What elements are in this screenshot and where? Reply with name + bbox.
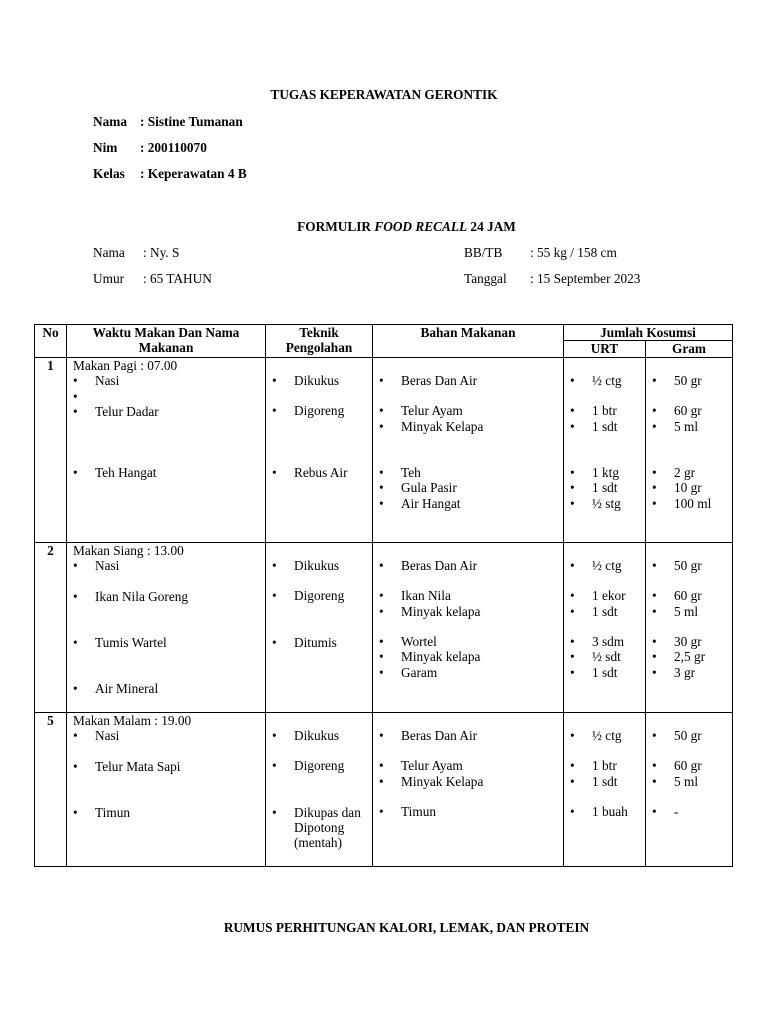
list-item: • 1 sdt <box>570 480 639 495</box>
patient-age-row <box>93 271 212 287</box>
spacer <box>73 389 259 404</box>
spacer <box>652 388 726 403</box>
spacer <box>652 573 726 588</box>
list-item: • 5 ml <box>652 419 726 434</box>
spacer <box>652 619 726 634</box>
list-item: • Beras Dan Air <box>379 373 557 388</box>
spacer <box>570 358 639 373</box>
meal-cell <box>67 712 266 866</box>
list-item: • 2 gr <box>652 465 726 480</box>
spacer <box>272 543 366 558</box>
spacer <box>272 743 366 758</box>
list-item: • 1 ekor <box>570 588 639 603</box>
field-label: Nim <box>93 140 118 155</box>
list-item: • 5 ml <box>652 774 726 789</box>
list-item: • Air Mineral <box>73 681 259 696</box>
field-value: : 200110070 <box>140 140 207 155</box>
list-item: • Rebus Air <box>272 465 366 480</box>
list-item: • 60 gr <box>652 758 726 773</box>
list-item: • Teh Hangat <box>73 465 259 480</box>
spacer <box>652 789 726 804</box>
spacer <box>652 434 726 465</box>
list-item: • Telur Dadar <box>73 404 259 419</box>
list-item: • Wortel <box>379 634 557 649</box>
list-item: • Nasi <box>73 373 259 388</box>
spacer <box>73 604 259 635</box>
patient-label: Umur <box>93 271 125 286</box>
list-item: • 50 gr <box>652 728 726 743</box>
list-item: • Teh <box>379 465 557 480</box>
list-item: • Telur Ayam <box>379 403 557 418</box>
row-number: 2 <box>35 542 67 712</box>
list-item: • Garam <box>379 665 557 680</box>
spacer <box>570 543 639 558</box>
gram-cell <box>646 357 733 542</box>
spacer <box>570 743 639 758</box>
list-item: • Dikukus <box>272 373 366 388</box>
list-item: • Minyak kelapa <box>379 649 557 664</box>
patient-label: BB/TB <box>464 245 503 260</box>
header-no: No <box>35 325 67 358</box>
header-waktu: Waktu Makan Dan Nama Makanan <box>67 325 266 358</box>
list-item: • Nasi <box>73 558 259 573</box>
list-item: • Ikan Nila Goreng <box>73 589 259 604</box>
spacer <box>379 789 557 804</box>
spacer <box>272 573 366 588</box>
list-item: • Tumis Wartel <box>73 635 259 650</box>
gram-cell <box>646 542 733 712</box>
patient-label: Tanggal <box>464 271 507 286</box>
list-item: • Telur Ayam <box>379 758 557 773</box>
spacer <box>73 650 259 681</box>
header-bahan: Bahan Makanan <box>373 325 564 358</box>
food-recall-table <box>34 324 733 867</box>
urt-cell <box>564 357 646 542</box>
teknik-cell <box>266 712 373 866</box>
list-item: • 1 buah <box>570 804 639 819</box>
list-item: • 50 gr <box>652 373 726 388</box>
urt-cell <box>564 712 646 866</box>
meal-cell <box>67 542 266 712</box>
list-item: • ½ ctg <box>570 558 639 573</box>
list-item: • Air Hangat <box>379 496 557 511</box>
list-item: • Beras Dan Air <box>379 558 557 573</box>
form-title-suffix: 24 JAM <box>467 219 516 234</box>
student-nim-row <box>93 140 207 156</box>
list-item: • Nasi <box>73 728 259 743</box>
form-title <box>0 219 768 235</box>
spacer <box>379 713 557 728</box>
list-item: • ½ stg <box>570 496 639 511</box>
spacer <box>73 774 259 805</box>
spacer <box>272 358 366 373</box>
list-item: • Digoreng <box>272 758 366 773</box>
urt-cell <box>564 542 646 712</box>
list-item: • 3 sdm <box>570 634 639 649</box>
meal-cell <box>67 357 266 542</box>
section-heading: RUMUS PERHITUNGAN KALORI, LEMAK, DAN PROTEIN <box>223 920 590 935</box>
list-item: • 30 gr <box>652 634 726 649</box>
meal-time: Makan Malam : 19.00 <box>73 712 192 728</box>
list-item: • Minyak kelapa <box>379 604 557 619</box>
spacer <box>652 543 726 558</box>
spacer <box>570 388 639 403</box>
table-row <box>35 712 733 866</box>
list-item: • 60 gr <box>652 588 726 603</box>
meal-time: Makan Siang : 13.00 <box>73 542 184 558</box>
spacer <box>652 358 726 373</box>
patient-value: : 65 TAHUN <box>143 271 212 286</box>
spacer <box>570 573 639 588</box>
list-item: • 1 sdt <box>570 665 639 680</box>
patient-value: : 55 kg / 158 cm <box>530 245 617 260</box>
gram-cell <box>646 712 733 866</box>
field-label: Kelas <box>93 166 125 181</box>
list-item: • Ditumis <box>272 635 366 650</box>
teknik-cell <box>266 542 373 712</box>
spacer <box>652 713 726 728</box>
spacer <box>272 419 366 465</box>
list-item: • ½ sdt <box>570 649 639 664</box>
list-item: • 100 ml <box>652 496 726 511</box>
student-name-row <box>93 114 243 130</box>
spacer <box>73 574 259 589</box>
spacer <box>652 743 726 758</box>
list-item: • Timun <box>73 805 259 820</box>
student-class-row <box>93 166 247 182</box>
spacer <box>379 543 557 558</box>
spacer <box>570 789 639 804</box>
list-item: • - <box>652 804 726 819</box>
header-gram: Gram <box>646 341 733 357</box>
spacer <box>379 743 557 758</box>
list-item: • 5 ml <box>652 604 726 619</box>
patient-bbtb-row <box>464 245 617 261</box>
table-row <box>35 542 733 712</box>
table-header-row <box>35 325 733 341</box>
list-item: • Dikupas dan Dipotong (mentah) <box>272 805 366 851</box>
form-title-italic: FOOD RECALL <box>374 219 468 234</box>
teknik-cell <box>266 357 373 542</box>
spacer <box>570 713 639 728</box>
list-item: • Dikukus <box>272 558 366 573</box>
patient-value: : Ny. S <box>143 245 180 260</box>
patient-name-row <box>93 245 179 261</box>
list-item: • 3 gr <box>652 665 726 680</box>
list-item: • Timun <box>379 804 557 819</box>
list-item: • Gula Pasir <box>379 480 557 495</box>
list-item: • Minyak Kelapa <box>379 774 557 789</box>
header-jumlah: Jumlah Kosumsi <box>564 325 733 341</box>
spacer <box>379 358 557 373</box>
field-value: : Keperawatan 4 B <box>140 166 247 181</box>
bahan-cell <box>373 712 564 866</box>
spacer <box>570 619 639 634</box>
spacer <box>272 774 366 805</box>
patient-date-row <box>464 271 640 287</box>
spacer <box>272 604 366 635</box>
spacer <box>379 434 557 465</box>
list-item: • Telur Mata Sapi <box>73 759 259 774</box>
header-teknik: Teknik Pengolahan <box>266 325 373 358</box>
list-item: • Beras Dan Air <box>379 728 557 743</box>
row-number: 1 <box>35 357 67 542</box>
spacer <box>73 419 259 465</box>
bahan-cell <box>373 357 564 542</box>
field-value: : Sistine Tumanan <box>140 114 243 129</box>
header-urt: URT <box>564 341 646 357</box>
form-title-prefix: FORMULIR <box>297 219 375 234</box>
list-item: • 1 btr <box>570 758 639 773</box>
meal-time: Makan Pagi : 07.00 <box>73 357 178 373</box>
spacer <box>272 388 366 403</box>
field-label: Nama <box>93 114 127 129</box>
list-item: • 60 gr <box>652 403 726 418</box>
spacer <box>570 434 639 465</box>
list-item: • Minyak Kelapa <box>379 419 557 434</box>
list-item: • ½ ctg <box>570 728 639 743</box>
list-item: • Digoreng <box>272 403 366 418</box>
spacer <box>73 744 259 759</box>
spacer <box>379 388 557 403</box>
list-item: • Ikan Nila <box>379 588 557 603</box>
list-item: • 1 sdt <box>570 419 639 434</box>
row-number: 5 <box>35 712 67 866</box>
list-item: • 10 gr <box>652 480 726 495</box>
list-item: • 1 btr <box>570 403 639 418</box>
bahan-cell <box>373 542 564 712</box>
spacer <box>379 619 557 634</box>
spacer <box>379 573 557 588</box>
patient-value: : 15 September 2023 <box>530 271 641 286</box>
list-item: • 1 ktg <box>570 465 639 480</box>
list-item: • 1 sdt <box>570 774 639 789</box>
patient-label: Nama <box>93 245 125 260</box>
list-item: • Digoreng <box>272 588 366 603</box>
list-item: • Dikukus <box>272 728 366 743</box>
list-item: • ½ ctg <box>570 373 639 388</box>
document-title: TUGAS KEPERAWATAN GERONTIK <box>270 87 498 102</box>
spacer <box>272 713 366 728</box>
list-item: • 50 gr <box>652 558 726 573</box>
list-item: • 2,5 gr <box>652 649 726 664</box>
list-item: • 1 sdt <box>570 604 639 619</box>
table-row <box>35 357 733 542</box>
